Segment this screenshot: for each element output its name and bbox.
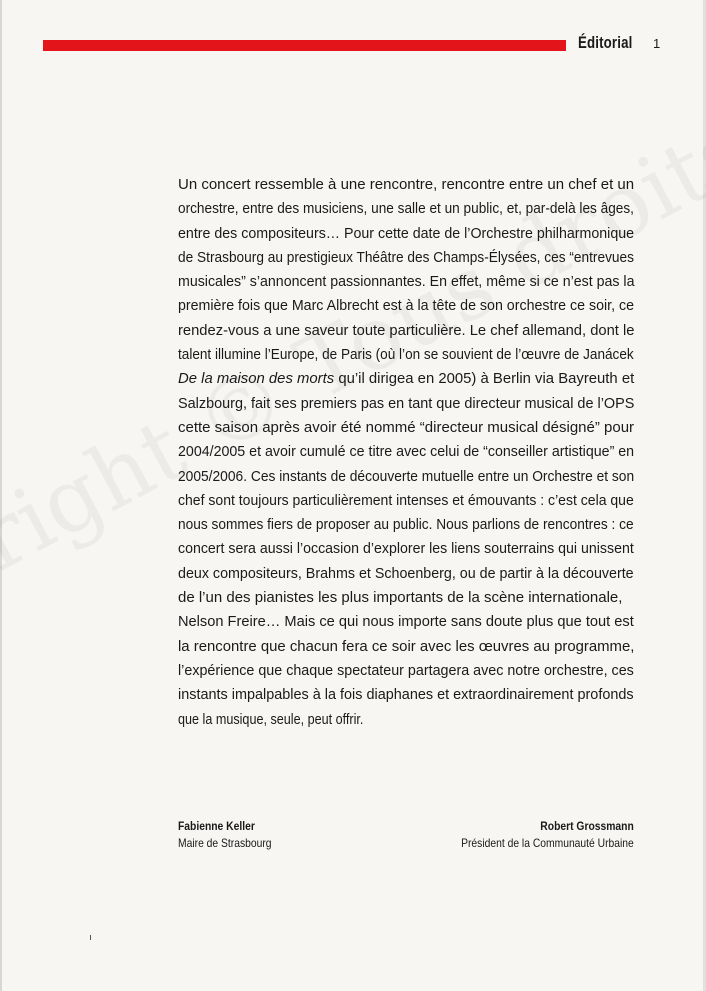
editorial-line: la rencontre que chacun fera ce soir avec les œuvres au programme,: [178, 637, 635, 655]
editorial-line: l’expérience que chaque spectateur partagera avec notre orchestre, ces: [178, 661, 634, 679]
editorial-line: 2004/2005 et avoir cumulé ce titre avec celui de “conseiller artistique” en: [178, 443, 635, 461]
signatory-title: Maire de Strasbourg: [178, 836, 272, 850]
editorial-line: nous sommes fiers de proposer au public. Nous parlions de rencontres : ce: [178, 516, 634, 534]
opera-title: De la maison des morts: [178, 370, 335, 388]
editorial-body: [178, 173, 634, 732]
editorial-line: entre des compositeurs… Pour cette date de l’Orchestre philharmonique: [178, 224, 635, 242]
editorial-line: concert sera aussi l’occasion d’explorer les liens souterrains qui unissent: [178, 540, 634, 558]
editorial-line: Salzbourg, fait ses premiers pas en tant que directeur musical de l’OPS: [178, 394, 635, 412]
header-red-rule: [43, 40, 566, 51]
section-title: Éditorial: [578, 33, 633, 52]
signatory-name: Fabienne Keller: [178, 819, 255, 833]
signatory-title: Président de la Communauté Urbaine: [461, 836, 634, 850]
editorial-line: instants impalpables à la fois diaphanes et extraordinairement profonds: [178, 686, 634, 704]
editorial-line: Nelson Freire… Mais ce qui nous importe sans doute plus que tout est: [178, 613, 634, 631]
editorial-line: orchestre, entre des musiciens, une salle et un public, et, par-delà les âges,: [178, 200, 634, 218]
page-number: 1: [653, 36, 661, 51]
editorial-line: musicales” s’annoncent passionnantes. En effet, même si ce n’est pas la: [178, 273, 635, 291]
page-left-edge: [0, 0, 2, 991]
signature-left: [178, 818, 287, 852]
editorial-line: première fois que Marc Albrecht est à la tête de son orchestre ce soir, ce: [178, 297, 635, 315]
editorial-line: cette saison après avoir été nommé “directeur musical désigné” pour: [178, 418, 635, 436]
editorial-line: Un concert ressemble à une rencontre, rencontre entre un chef et un: [178, 176, 635, 193]
editorial-line: chef sont toujours particulièrement intenses et émouvants : c’est cela que: [178, 491, 634, 509]
paper-speck: [90, 935, 91, 940]
editorial-line: de Strasbourg au prestigieux Théâtre des Champs-Élysées, ces “entrevues: [178, 248, 634, 266]
signatory-name: Robert Grossmann: [540, 819, 634, 833]
editorial-line: talent illumine l’Europe, de Paris (où l’on se souvient de l’œuvre de Janácek: [178, 346, 634, 364]
editorial-line: de l’un des pianistes les plus importants de la scène internationale,: [178, 589, 623, 607]
editorial-line: [178, 367, 635, 391]
editorial-line: 2005/2006. Ces instants de découverte mutuelle entre un Orchestre et son: [178, 467, 635, 485]
editorial-line: que la musique, seule, peut offrir.: [178, 710, 364, 728]
editorial-line-rest: qu’il dirigea en 2005) à Berlin via Bayreuth et: [334, 370, 635, 388]
editorial-line: rendez-vous a une saveur toute particulière. Le chef allemand, dont le: [178, 321, 635, 339]
editorial-line: deux compositeurs, Brahms et Schoenberg, ou de partir à la découverte: [178, 564, 634, 582]
signature-right: [433, 818, 634, 852]
